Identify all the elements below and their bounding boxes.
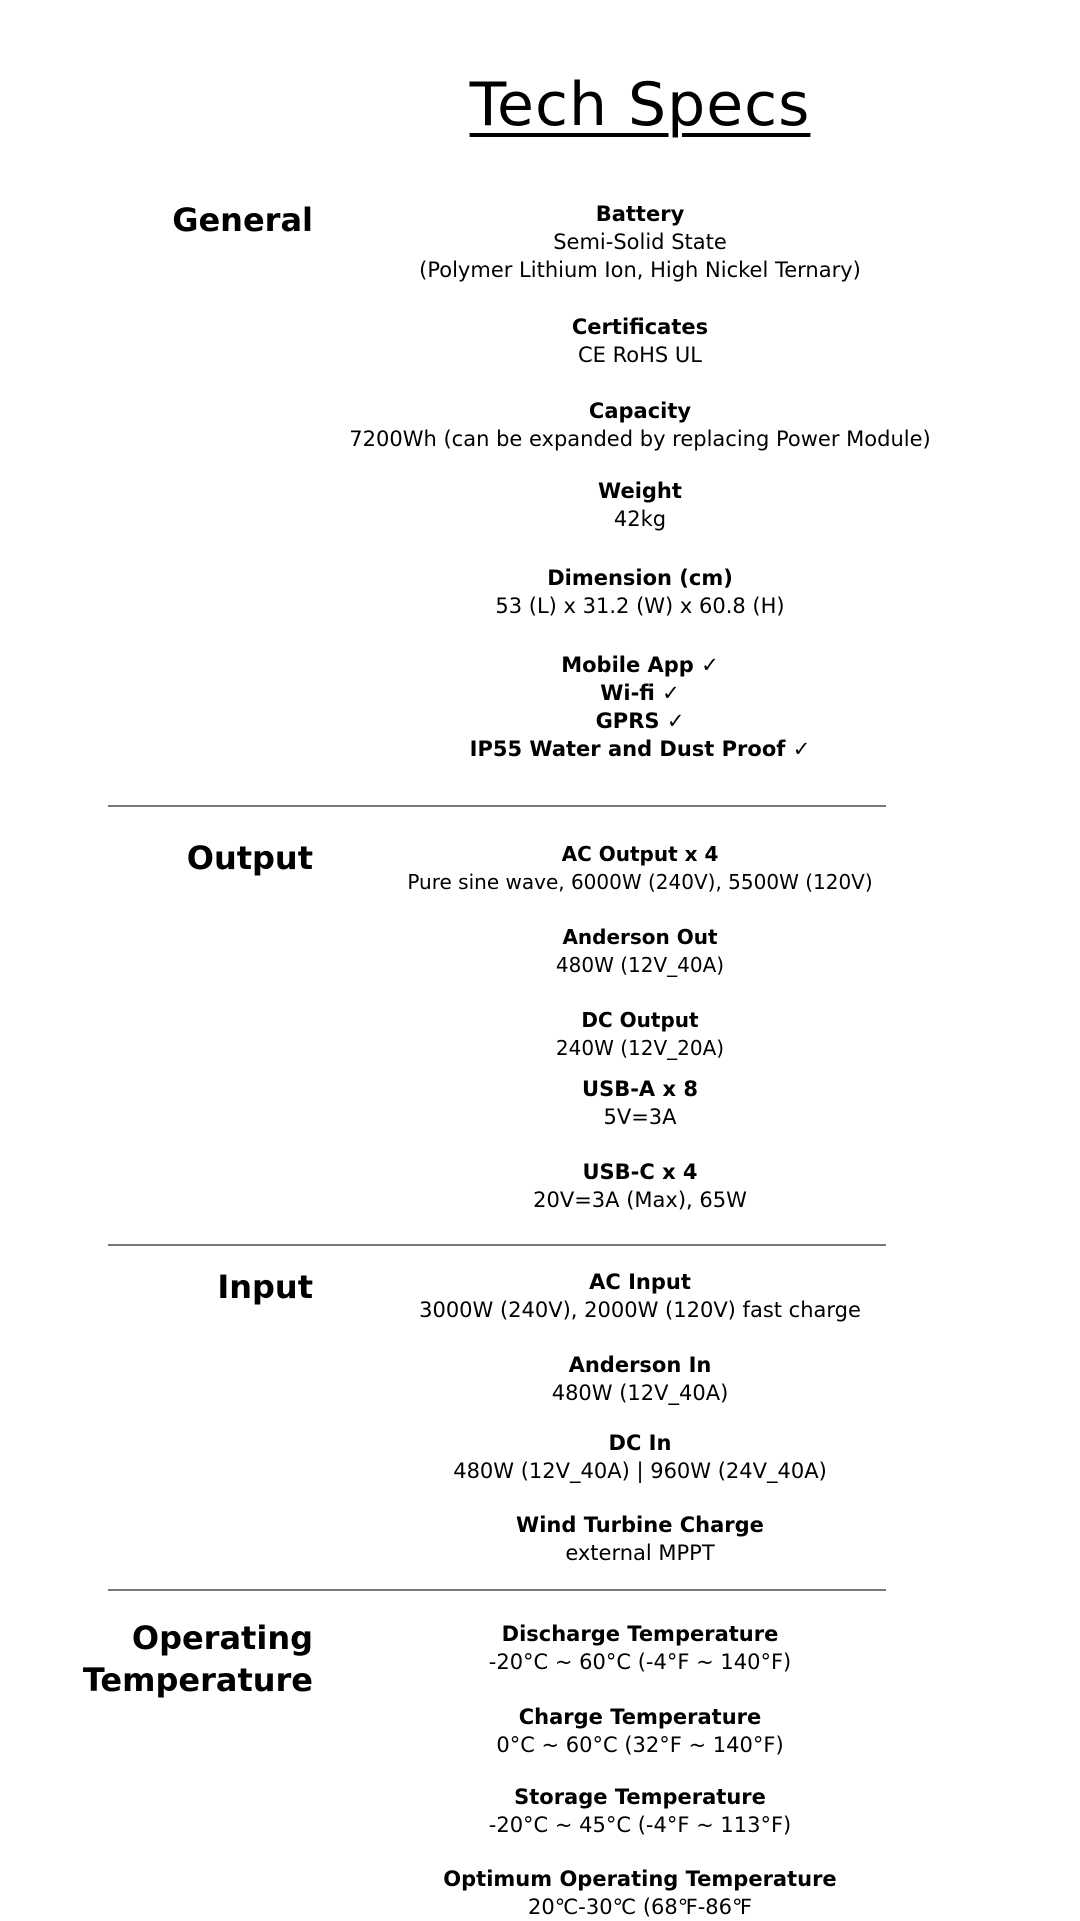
spec-value: 20℃-30℃ (68℉-86℉ — [527, 1895, 753, 1919]
spec-value: external MPPT — [565, 1541, 715, 1565]
spec-value: 42kg — [613, 507, 667, 531]
page-title: Tech Specs — [469, 70, 811, 140]
spec-weight — [338, 477, 942, 533]
spec-value: CE RoHS UL — [578, 343, 702, 367]
feature-label: GPRS — [595, 709, 660, 733]
spec-wind-turbine — [338, 1511, 942, 1567]
feature-item — [338, 707, 942, 735]
spec-usb-a — [338, 1075, 942, 1131]
heading-line: Operating — [131, 1619, 313, 1657]
spec-value: 480W (12V_40A) — [555, 953, 725, 977]
check-icon: ✓ — [701, 653, 719, 677]
check-icon: ✓ — [662, 681, 680, 705]
spec-value: 7200Wh (can be expanded by replacing Power Module) — [349, 427, 931, 451]
section-heading-temperature — [0, 1617, 313, 1701]
spec-label: Certificates — [571, 315, 709, 339]
feature-label: Mobile App — [561, 653, 694, 677]
section-heading-general: General — [172, 201, 313, 239]
section-divider — [108, 1244, 886, 1246]
spec-value: -20°C ~ 60°C (-4°F ~ 140°F) — [488, 1650, 792, 1674]
spec-label: AC Output x 4 — [561, 842, 719, 866]
spec-dimension — [338, 564, 942, 620]
spec-label: Wind Turbine Charge — [516, 1513, 764, 1537]
section-heading-input: Input — [217, 1268, 313, 1306]
section-divider — [108, 805, 886, 807]
spec-optimum-temp — [338, 1865, 942, 1921]
section-divider — [108, 1589, 886, 1591]
spec-value: Pure sine wave, 6000W (240V), 5500W (120V) — [407, 870, 873, 894]
spec-capacity — [338, 397, 942, 453]
spec-value: 53 (L) x 31.2 (W) x 60.8 (H) — [495, 594, 785, 618]
spec-anderson-out — [338, 923, 942, 979]
spec-value: 20V=3A (Max), 65W — [533, 1188, 747, 1212]
feature-item — [338, 651, 942, 679]
spec-value: 5V=3A — [603, 1105, 677, 1129]
spec-value: 480W (12V_40A) — [551, 1381, 729, 1405]
spec-label: Storage Temperature — [514, 1785, 766, 1809]
spec-label: USB-A x 8 — [582, 1077, 698, 1101]
spec-usb-c — [338, 1158, 942, 1214]
spec-value: 240W (12V_20A) — [555, 1036, 725, 1060]
spec-label: Charge Temperature — [518, 1705, 762, 1729]
spec-value: 0°C ~ 60°C (32°F ~ 140°F) — [496, 1733, 784, 1757]
heading-line: Temperature — [82, 1661, 313, 1699]
spec-label: USB-C x 4 — [582, 1160, 698, 1184]
spec-ac-output — [338, 840, 942, 896]
feature-item — [338, 679, 942, 707]
spec-label: DC Output — [581, 1008, 699, 1032]
spec-value: -20°C ~ 45°C (-4°F ~ 113°F) — [488, 1813, 792, 1837]
spec-value: 3000W (240V), 2000W (120V) fast charge — [419, 1298, 861, 1322]
spec-label: DC In — [608, 1431, 672, 1455]
spec-label: Anderson Out — [562, 925, 718, 949]
spec-label: AC Input — [589, 1270, 691, 1294]
feature-list — [338, 651, 942, 763]
spec-ac-input — [338, 1268, 942, 1324]
spec-label: Battery — [595, 202, 685, 226]
spec-value: Semi-Solid State — [553, 230, 727, 254]
spec-label: Optimum Operating Temperature — [443, 1867, 837, 1891]
section-heading-output: Output — [186, 839, 313, 877]
feature-item — [338, 735, 942, 763]
feature-label: Wi-fi — [600, 681, 655, 705]
feature-label: IP55 Water and Dust Proof — [469, 737, 786, 761]
spec-label: Anderson In — [568, 1353, 712, 1377]
check-icon: ✓ — [666, 709, 685, 733]
check-icon: ✓ — [792, 737, 811, 761]
spec-storage-temp — [338, 1783, 942, 1839]
spec-charge-temp — [338, 1703, 942, 1759]
spec-dc-in — [338, 1429, 942, 1485]
spec-label: Weight — [598, 479, 682, 503]
spec-value: (Polymer Lithium Ion, High Nickel Ternary) — [419, 258, 861, 282]
spec-value: 480W (12V_40A) | 960W (24V_40A) — [453, 1459, 827, 1483]
spec-discharge-temp — [338, 1620, 942, 1676]
spec-dc-output — [338, 1006, 942, 1062]
spec-label: Dimension (cm) — [547, 566, 733, 590]
spec-anderson-in — [338, 1351, 942, 1407]
spec-certificates — [338, 313, 942, 369]
spec-label: Discharge Temperature — [501, 1622, 779, 1646]
spec-battery — [338, 200, 942, 284]
spec-label: Capacity — [588, 399, 692, 423]
